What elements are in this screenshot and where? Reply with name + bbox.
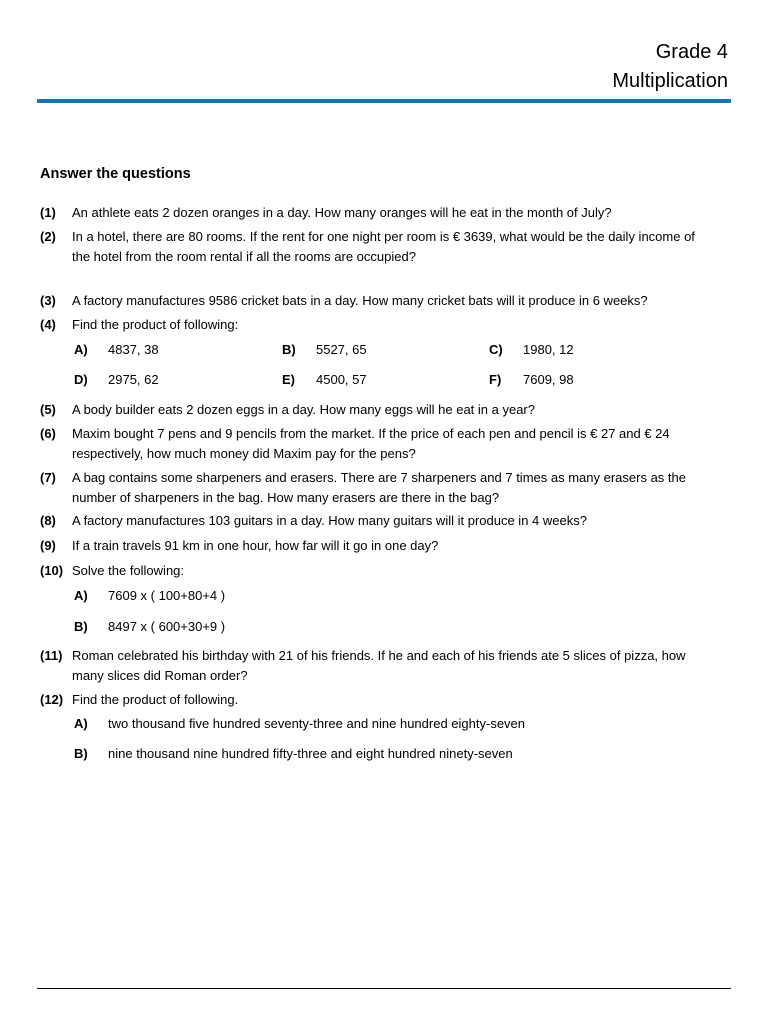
option-label: B) xyxy=(74,746,88,761)
question-text: A body builder eats 2 dozen eggs in a day. How many eggs will he eat in a year? xyxy=(72,402,535,417)
question-text: Roman celebrated his birthday with 21 of his friends. If he and each of his friends ate 5 slices of pizza, how many slices did Roman order? xyxy=(72,648,686,683)
question-text: If a train travels 91 km in one hour, how far will it go in one day? xyxy=(72,538,439,553)
question-number: (1) xyxy=(40,205,56,220)
question-number: (8) xyxy=(40,513,56,528)
question-number: (3) xyxy=(40,293,56,308)
option-value: 4500, 57 xyxy=(316,372,367,387)
topic-title: Multiplication xyxy=(612,70,728,92)
question-number: (9) xyxy=(40,538,56,553)
question-text: A factory manufactures 9586 cricket bats in a day. How many cricket bats will it produce in 6 weeks? xyxy=(72,293,648,308)
option-label: E) xyxy=(282,372,295,387)
option-label: D) xyxy=(74,372,88,387)
option-label: A) xyxy=(74,342,88,357)
option-value: 7609, 98 xyxy=(523,372,574,387)
option-value: two thousand five hundred seventy-three and nine hundred eighty-seven xyxy=(108,716,526,731)
option-value: 2975, 62 xyxy=(108,372,159,387)
grade-title: Grade 4 xyxy=(655,41,728,63)
question-text: Maxim bought 7 pens and 9 pencils from the market. If the price of each pen and pencil is € 27 and € 24 respectively, how much money did Maxim pay for the pens? xyxy=(72,426,670,461)
option-value: 5527, 65 xyxy=(316,342,367,357)
question-text: In a hotel, there are 80 rooms. If the rent for one night per room is € 3639, what would be the daily income of the hotel from the room rental if all the rooms are occupied? xyxy=(72,229,695,264)
question-text: A bag contains some sharpeners and erasers. There are 7 sharpeners and 7 times as many erasers as the number of sharpeners in the bag. How many erasers are there in the bag? xyxy=(72,470,686,505)
option-value: nine thousand nine hundred fifty-three and eight hundred ninety-seven xyxy=(108,746,513,761)
option-label: A) xyxy=(74,716,88,731)
section-heading: Answer the questions xyxy=(40,166,191,182)
question-text: Solve the following: xyxy=(72,563,185,578)
question-text: Find the product of following. xyxy=(72,692,239,707)
header-divider xyxy=(37,99,731,103)
question-number: (11) xyxy=(40,648,63,663)
question-number: (2) xyxy=(40,229,56,244)
question-number: (4) xyxy=(40,317,56,332)
question-number: (10) xyxy=(40,563,64,578)
footer-divider xyxy=(37,988,731,989)
question-number: (12) xyxy=(40,692,64,707)
question-number: (7) xyxy=(40,470,56,485)
option-label: B) xyxy=(282,342,296,357)
option-value: 1980, 12 xyxy=(523,342,574,357)
option-value: 4837, 38 xyxy=(108,342,159,357)
question-text: A factory manufactures 103 guitars in a day. How many guitars will it produce in 4 weeks? xyxy=(72,513,587,528)
option-label: B) xyxy=(74,619,88,634)
question-number: (5) xyxy=(40,402,56,417)
option-label: F) xyxy=(489,372,502,387)
option-label: A) xyxy=(74,588,88,603)
question-text: Find the product of following: xyxy=(72,317,239,332)
question-number: (6) xyxy=(40,426,56,441)
question-text: An athlete eats 2 dozen oranges in a day. How many oranges will he eat in the month of July? xyxy=(72,205,612,220)
option-value: 7609 x ( 100+80+4 ) xyxy=(108,588,226,603)
option-value: 8497 x ( 600+30+9 ) xyxy=(108,619,226,634)
option-label: C) xyxy=(489,342,503,357)
